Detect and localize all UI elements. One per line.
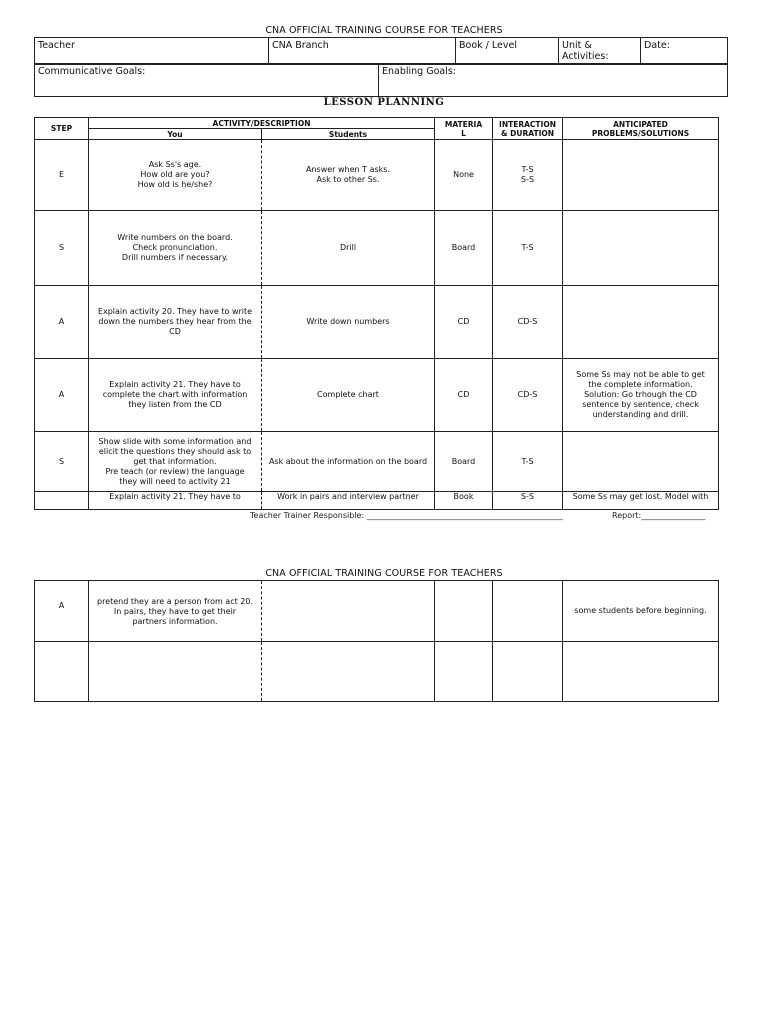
interaction-cell[interactable]: CD-S [493,359,563,432]
students-cell[interactable]: Drill [262,211,435,286]
header-info-table [34,37,728,65]
students-cell[interactable]: Answer when T asks. Ask to other Ss. [262,140,435,211]
students-cell[interactable]: Write down numbers [262,286,435,359]
you-cell[interactable]: Explain activity 20. They have to write down the numbers they hear from the CD [89,286,262,359]
interaction-cell[interactable]: T-S [493,211,563,286]
lesson-table-continued [34,580,719,702]
anticipated-cell[interactable] [563,211,719,286]
you-cell[interactable]: Write numbers on the board. Check pronunciation. Drill numbers if necessary. [89,211,262,286]
you-cell[interactable]: Show slide with some information and elicit the questions they should ask to get that information. Pre teach (or review) the language they will need to activity 21 [89,432,262,492]
interaction-cell[interactable]: T-S [493,432,563,492]
students-cell[interactable]: Work in pairs and interview partner [262,492,435,510]
book-level-field[interactable]: Book / Level [456,38,559,65]
lesson-table [34,117,719,510]
anticipated-header: ANTICIPATED PROBLEMS/SOLUTIONS [563,118,719,140]
material-header: MATERIA L [435,118,493,140]
report-line: Report:________________ [612,511,706,520]
table-row [35,642,719,702]
material-cell[interactable]: Board [435,211,493,286]
students-cell[interactable] [262,581,435,642]
table-row [35,140,719,211]
interaction-cell[interactable] [493,581,563,642]
cna-branch-field[interactable]: CNA Branch [269,38,456,65]
interaction-header: INTERACTION & DURATION [493,118,563,140]
interaction-cell[interactable]: CD-S [493,286,563,359]
anticipated-cell[interactable] [563,286,719,359]
you-cell[interactable]: Explain activity 21. They have to complete the chart with information they listen from the CD [89,359,262,432]
table-row [35,286,719,359]
page-title: CNA OFFICIAL TRAINING COURSE FOR TEACHERS [265,25,503,36]
step-cell[interactable]: E [35,140,89,211]
step-cell[interactable]: A [35,286,89,359]
trainer-signature-line: Teacher Trainer Responsible: _________________________________________________ [250,511,563,520]
material-cell[interactable] [435,581,493,642]
date-field[interactable]: Date: [641,38,728,65]
activity-header: ACTIVITY/DESCRIPTION [89,118,435,129]
you-cell[interactable]: pretend they are a person from act 20. In pairs, they have to get their partners information. [89,581,262,642]
table-row [35,432,719,492]
interaction-cell[interactable] [493,642,563,702]
you-header: You [89,129,262,140]
step-cell[interactable]: S [35,211,89,286]
material-cell[interactable]: None [435,140,493,211]
page2-title: CNA OFFICIAL TRAINING COURSE FOR TEACHERS [265,568,503,579]
anticipated-cell[interactable] [563,140,719,211]
material-cell[interactable] [435,642,493,702]
anticipated-cell[interactable] [563,642,719,702]
you-cell[interactable]: Explain activity 21. They have to [89,492,262,510]
students-cell[interactable]: Complete chart [262,359,435,432]
anticipated-cell[interactable]: Some Ss may get lost. Model with [563,492,719,510]
step-header: STEP [35,118,89,140]
goals-table [34,63,728,97]
material-cell[interactable]: Book [435,492,493,510]
table-row [35,359,719,432]
table-row [35,211,719,286]
anticipated-cell[interactable]: Some Ss may not be able to get the complete information. Solution: Go trhough the CD sentence by sentence, check understanding and drill. [563,359,719,432]
anticipated-cell[interactable] [563,432,719,492]
table-row [35,492,719,510]
material-cell[interactable]: Board [435,432,493,492]
unit-activities-field[interactable]: Unit & Activities: [559,38,641,65]
students-cell[interactable] [262,642,435,702]
students-cell[interactable]: Ask about the information on the board [262,432,435,492]
interaction-cell[interactable]: S-S [493,492,563,510]
communicative-goals-field[interactable]: Communicative Goals: [35,64,379,97]
table-row [35,581,719,642]
material-cell[interactable]: CD [435,359,493,432]
step-cell[interactable] [35,642,89,702]
interaction-cell[interactable]: T-S S-S [493,140,563,211]
students-header: Students [262,129,435,140]
step-cell[interactable]: S [35,432,89,492]
you-cell[interactable] [89,642,262,702]
step-cell[interactable]: A [35,581,89,642]
enabling-goals-field[interactable]: Enabling Goals: [379,64,728,97]
anticipated-cell[interactable]: some students before beginning. [563,581,719,642]
lesson-planning-heading: LESSON PLANNING [323,97,445,108]
step-cell[interactable]: A [35,359,89,432]
you-cell[interactable]: Ask Ss's age. How old are you? How old is he/she? [89,140,262,211]
step-cell[interactable] [35,492,89,510]
material-cell[interactable]: CD [435,286,493,359]
teacher-field[interactable]: Teacher [35,38,269,65]
